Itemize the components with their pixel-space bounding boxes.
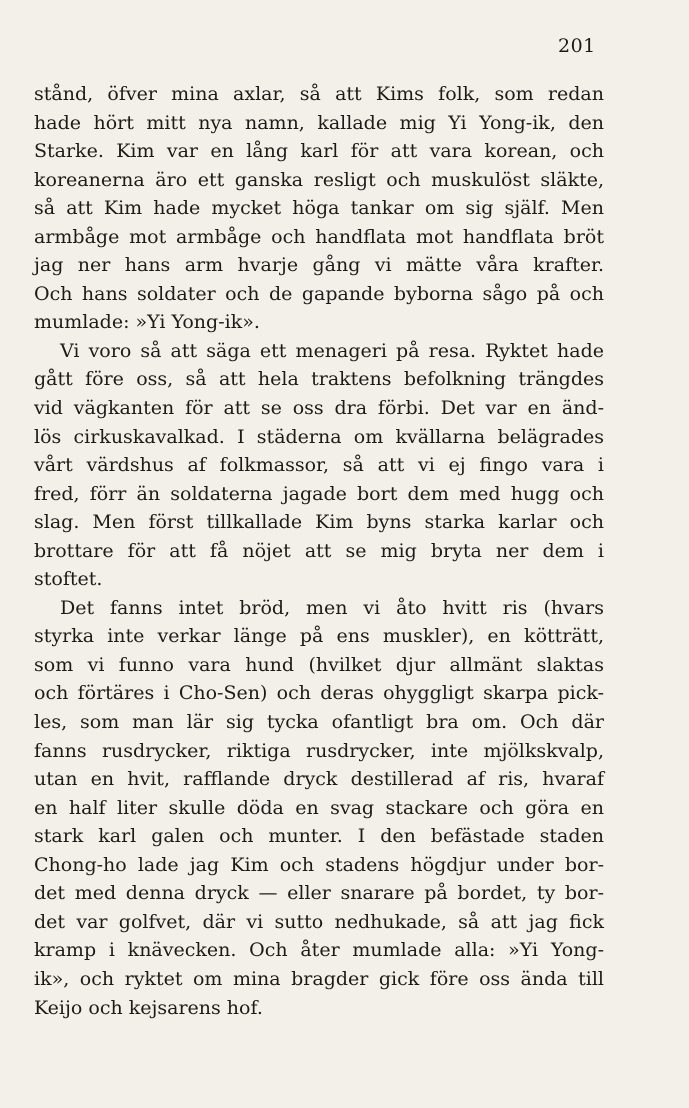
text-line: stånd, öfver mina axlar, så att Kims folk, som redan — [34, 83, 604, 105]
text-line: som vi funno vara hund (hvilket djur allmänt slaktas — [34, 653, 604, 676]
text-line: Vi voro så att säga ett menageri på resa. Ryktet hade — [60, 339, 604, 362]
text-line: ik», och ryktet om mina bragder gick före oss ända till — [34, 967, 604, 990]
paragraph — [34, 337, 604, 594]
text-line: gått före oss, så att hela traktens befolkning trängdes — [34, 368, 604, 391]
text-line: hade hört mitt nya namn, kallade mig Yi Yong-ik, den — [34, 111, 604, 134]
text-line: Chong-ho lade jag Kim och stadens högdjur under bor- — [34, 853, 604, 876]
paragraph — [34, 594, 604, 1022]
text-line: stoftet. — [34, 568, 103, 591]
text-line: Starke. Kim var en lång karl för att vara korean, och — [34, 140, 604, 163]
text-line: lös cirkuskavalkad. I städerna om kvällarna belägrades — [34, 425, 604, 448]
text-line: koreanerna äro ett ganska resligt och muskulöst släkte, — [34, 168, 604, 191]
page-number: 201 — [558, 35, 596, 57]
text-line: armbåge mot armbåge och handflata mot handflata bröt — [34, 225, 604, 248]
text-line: Och hans soldater och de gapande byborna sågo på och — [34, 282, 604, 305]
text-line: styrka inte verkar länge på ens muskler), en kötträtt, — [34, 625, 604, 648]
text-line: brottare för att få nöjet att se mig bryta ner dem i — [34, 539, 604, 562]
text-line: kramp i knävecken. Och åter mumlade alla: »Yi Yong- — [34, 939, 604, 962]
text-line: utan en hvit, rafflande dryck destillerad af ris, hvaraf — [34, 768, 604, 791]
text-line: det var golfvet, där vi sutto nedhukade, så att jag fick — [34, 910, 604, 933]
text-line: Keijo och kejsarens hof. — [34, 996, 263, 1019]
text-line: slag. Men först tillkallade Kim byns starka karlar och — [34, 511, 604, 534]
body-text — [34, 80, 604, 1022]
text-line: vid vägkanten för att se oss dra förbi. Det var en änd- — [34, 397, 604, 420]
text-line: stark karl galen och munter. I den befästade staden — [34, 825, 604, 848]
text-line: fanns rusdrycker, riktiga rusdrycker, inte mjölkskvalp, — [34, 739, 604, 762]
text-line: Det fanns intet bröd, men vi åto hvitt ris (hvars — [60, 596, 604, 619]
text-line: det med denna dryck — eller snarare på bordet, ty bor- — [34, 882, 604, 905]
text-line: mumlade: »Yi Yong-ik». — [34, 311, 260, 334]
text-line: och förtäres i Cho-Sen) och deras ohyggligt skarpa pick- — [34, 682, 604, 705]
text-line: fred, förr än soldaterna jagade bort dem med hugg och — [34, 482, 604, 505]
text-line: les, som man lär sig tycka ofantligt bra om. Och där — [34, 711, 604, 734]
text-line: jag ner hans arm hvarje gång vi mätte våra krafter. — [34, 254, 604, 277]
text-line: vårt värdshus af folkmassor, så att vi ej fingo vara i — [34, 454, 604, 477]
text-line: en half liter skulle döda en svag stackare och göra en — [34, 796, 604, 819]
text-line: så att Kim hade mycket höga tankar om sig själf. Men — [34, 197, 604, 220]
paragraph — [34, 80, 604, 337]
